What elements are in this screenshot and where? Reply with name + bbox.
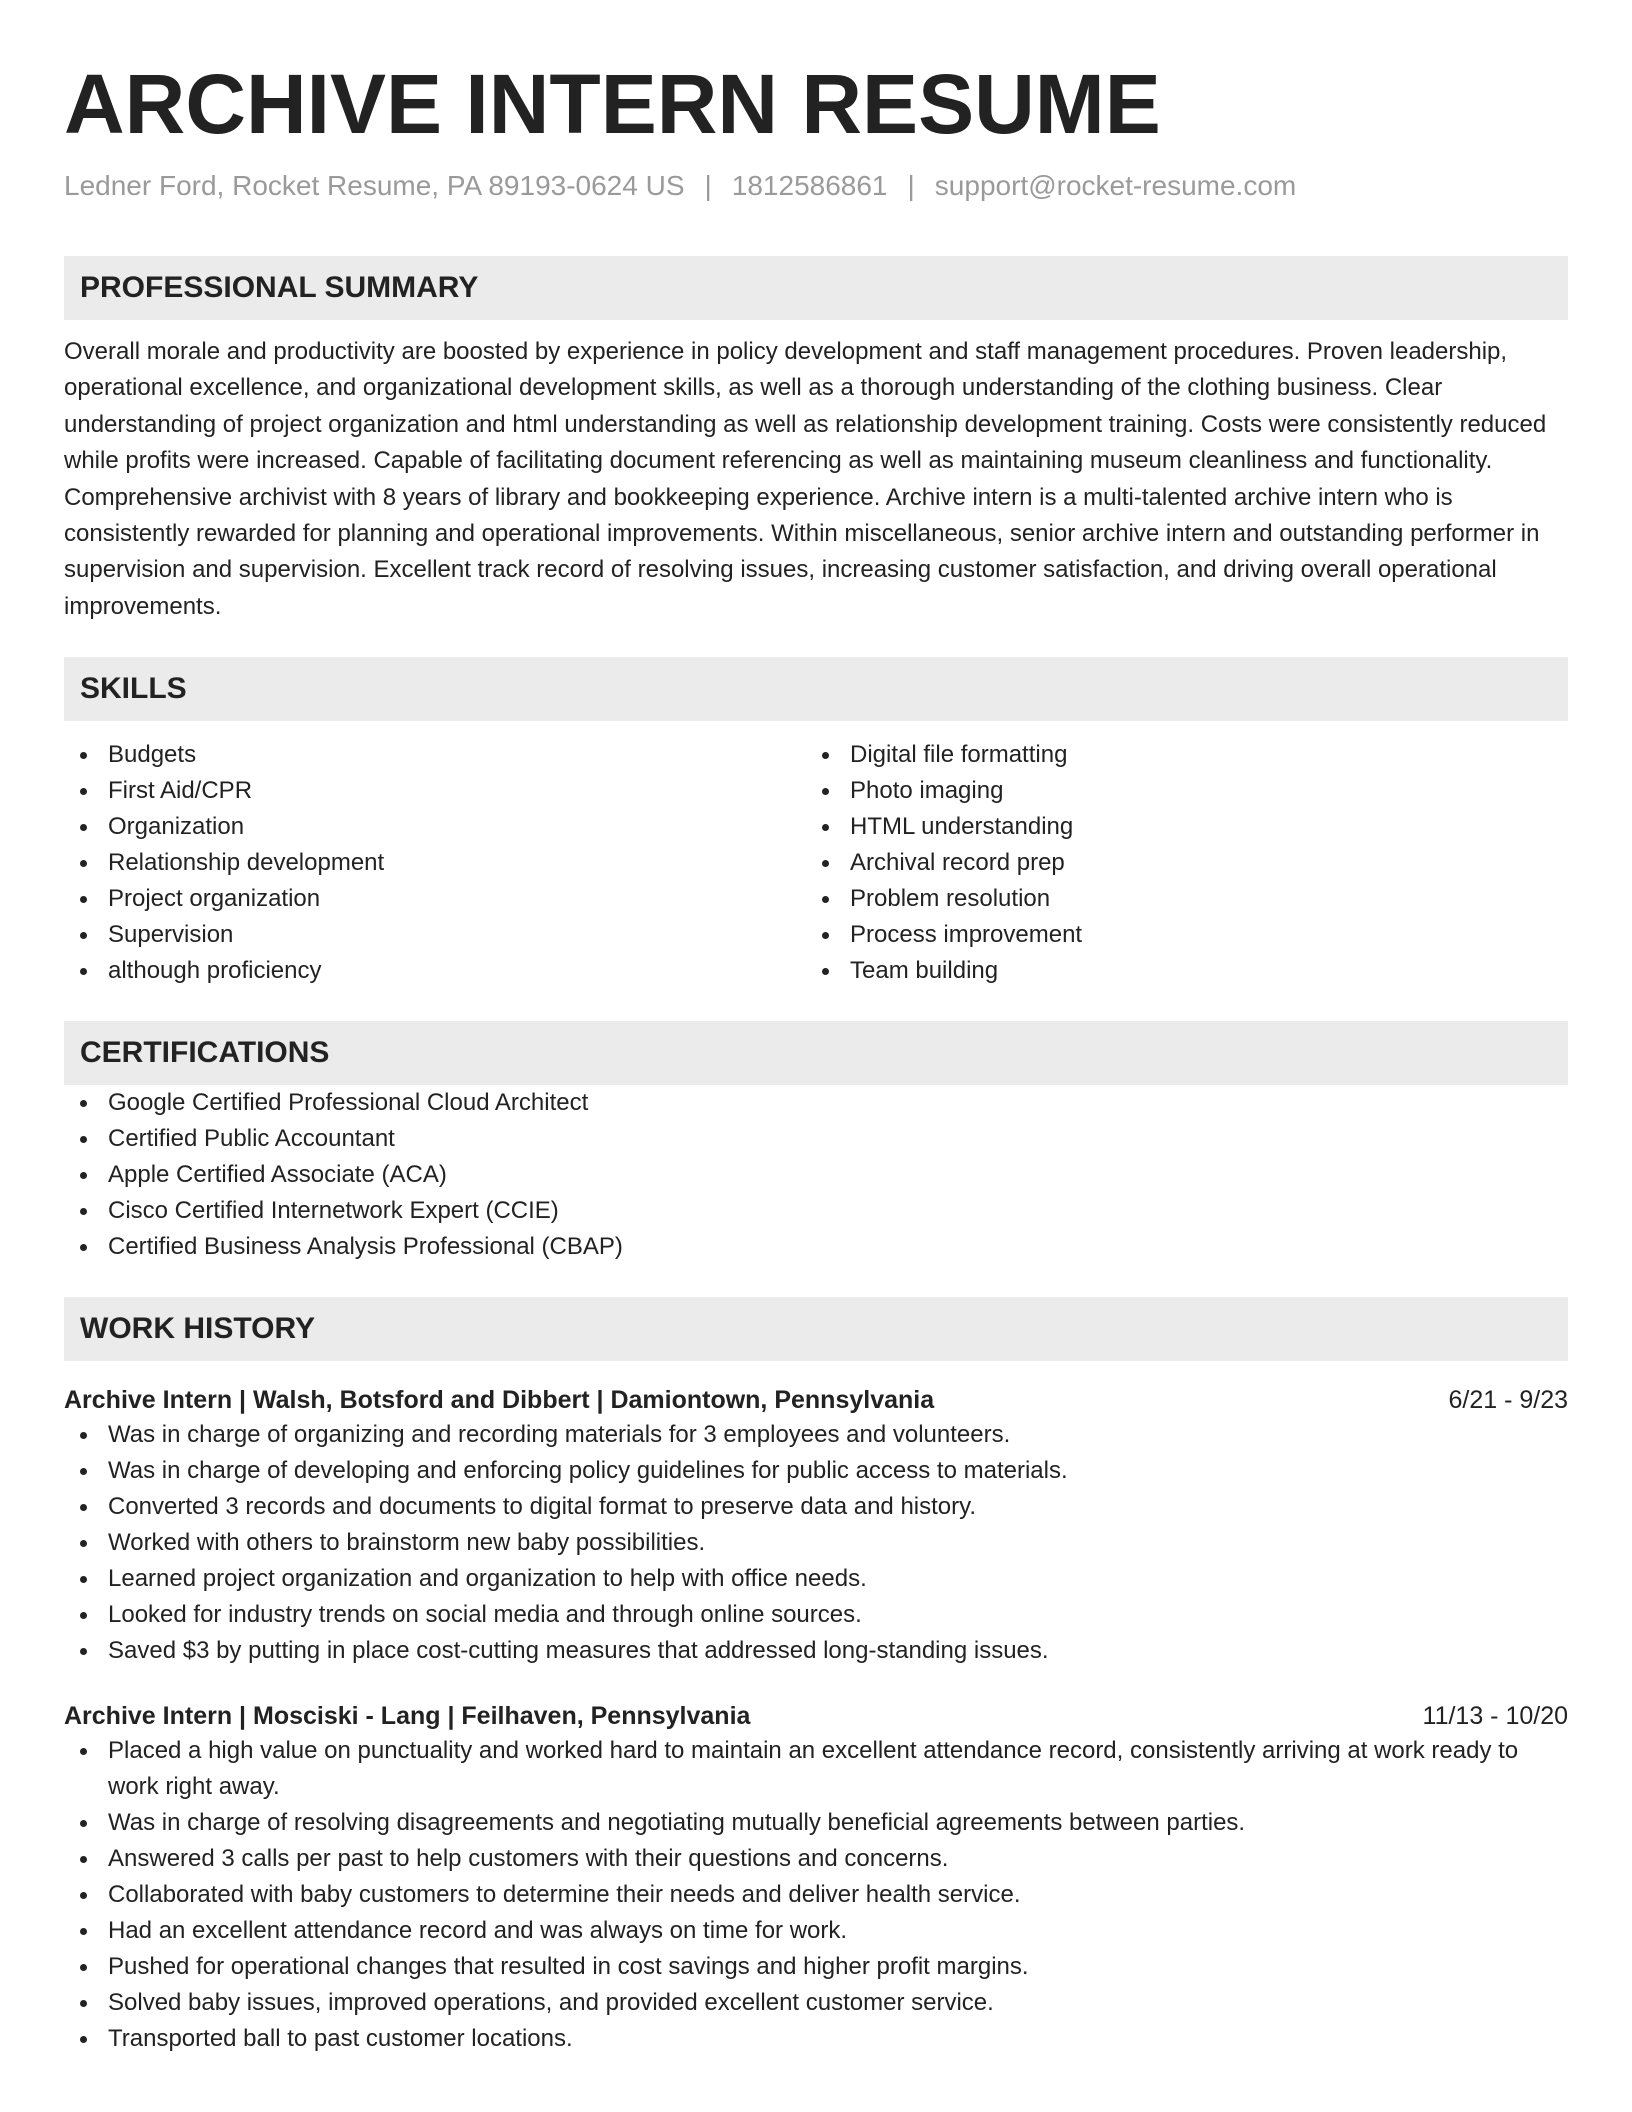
resume-page (64, 56, 1568, 2057)
job-bullet: Saved $3 by putting in place cost-cutting measures that addressed long-standing issues. (64, 1633, 1568, 1669)
job-bullet: Answered 3 calls per past to help customers with their questions and concerns. (64, 1841, 1568, 1877)
section-heading-work-history: WORK HISTORY (64, 1297, 1568, 1361)
skill-item: Photo imaging (806, 773, 1548, 809)
contact-phone: 1812586861 (731, 170, 888, 201)
job-bullet: Was in charge of resolving disagreements and negotiating mutually beneficial agreements between parties. (64, 1805, 1568, 1841)
job-bullet-list (64, 1417, 1568, 1669)
certification-item: Cisco Certified Internetwork Expert (CCIE) (64, 1193, 1568, 1229)
job-bullet: Worked with others to brainstorm new baby possibilities. (64, 1525, 1568, 1561)
skill-item: Relationship development (64, 845, 806, 881)
skills-left-list (64, 737, 806, 989)
job-dates: 11/13 - 10/20 (1422, 1702, 1568, 1731)
skills-right-list (806, 737, 1548, 989)
skill-item: Archival record prep (806, 845, 1548, 881)
job-bullet: Pushed for operational changes that resulted in cost savings and higher profit margins. (64, 1949, 1568, 1985)
job-bullet-list (64, 1733, 1568, 2057)
job-entry (64, 1699, 1568, 2057)
certification-item: Certified Public Accountant (64, 1121, 1568, 1157)
skill-item: Supervision (64, 917, 806, 953)
certification-item: Certified Business Analysis Professional (CBAP) (64, 1229, 1568, 1265)
job-bullet: Placed a high value on punctuality and worked hard to maintain an excellent attendance record, consistently arriving at work ready to work right away. (64, 1733, 1568, 1805)
skill-item: First Aid/CPR (64, 773, 806, 809)
skill-item: Team building (806, 953, 1548, 989)
job-bullet: Transported ball to past customer locations. (64, 2021, 1568, 2057)
skill-item: HTML understanding (806, 809, 1548, 845)
skills-columns (64, 737, 1568, 989)
job-bullet: Looked for industry trends on social media and through online sources. (64, 1597, 1568, 1633)
job-title: Archive Intern | Walsh, Botsford and Dibbert | Damiontown, Pennsylvania (64, 1386, 935, 1415)
certification-item: Google Certified Professional Cloud Architect (64, 1085, 1568, 1121)
job-header (64, 1383, 1568, 1417)
skill-item: Digital file formatting (806, 737, 1548, 773)
section-heading-summary: PROFESSIONAL SUMMARY (64, 256, 1568, 320)
job-title: Archive Intern | Mosciski - Lang | Feilhaven, Pennsylvania (64, 1702, 751, 1731)
certification-item: Apple Certified Associate (ACA) (64, 1157, 1568, 1193)
contact-address: Ledner Ford, Rocket Resume, PA 89193-0624 US (64, 170, 685, 201)
skill-item: Problem resolution (806, 881, 1548, 917)
job-bullet: Learned project organization and organization to help with office needs. (64, 1561, 1568, 1597)
job-bullet: Solved baby issues, improved operations, and provided excellent customer service. (64, 1985, 1568, 2021)
skill-item: Project organization (64, 881, 806, 917)
job-bullet: Had an excellent attendance record and was always on time for work. (64, 1913, 1568, 1949)
job-bullet: Converted 3 records and documents to digital format to preserve data and history. (64, 1489, 1568, 1525)
contact-email: support@rocket-resume.com (934, 170, 1297, 201)
section-heading-certifications: CERTIFICATIONS (64, 1021, 1568, 1085)
job-bullet: Collaborated with baby customers to determine their needs and deliver health service. (64, 1877, 1568, 1913)
skill-item: although proficiency (64, 953, 806, 989)
job-bullet: Was in charge of organizing and recording materials for 3 employees and volunteers. (64, 1417, 1568, 1453)
job-entry (64, 1383, 1568, 1669)
section-heading-skills: SKILLS (64, 657, 1568, 721)
skill-item: Budgets (64, 737, 806, 773)
resume-title: ARCHIVE INTERN RESUME (64, 57, 1161, 151)
contact-separator: | (704, 170, 712, 201)
contact-separator: | (907, 170, 915, 201)
skill-item: Organization (64, 809, 806, 845)
certifications-list (64, 1085, 1568, 1265)
skill-item: Process improvement (806, 917, 1548, 953)
job-dates: 6/21 - 9/23 (1448, 1386, 1568, 1415)
job-bullet: Was in charge of developing and enforcing policy guidelines for public access to materials. (64, 1453, 1568, 1489)
job-header (64, 1699, 1568, 1733)
summary-text: Overall morale and productivity are boosted by experience in policy development and staff management procedures. Proven leadership, operational excellence, and organizational development skills, as well as a thorough understanding of the clothing business. Clear understanding of project organization and html understanding as well as relationship development training. Costs were consistently reduced while profits were increased. Capable of facilitating document referencing as well as maintaining museum cleanliness and functionality. Comprehensive archivist with 8 years of library and bookkeeping experience. Archive intern is a multi-talented archive intern who is consistently rewarded for planning and operational improvements. Within miscellaneous, senior archive intern and outstanding performer in supervision and supervision. Excellent track record of resolving issues, increasing customer satisfaction, and driving overall operational improvements. (64, 338, 1547, 620)
contact-line (64, 166, 1568, 206)
